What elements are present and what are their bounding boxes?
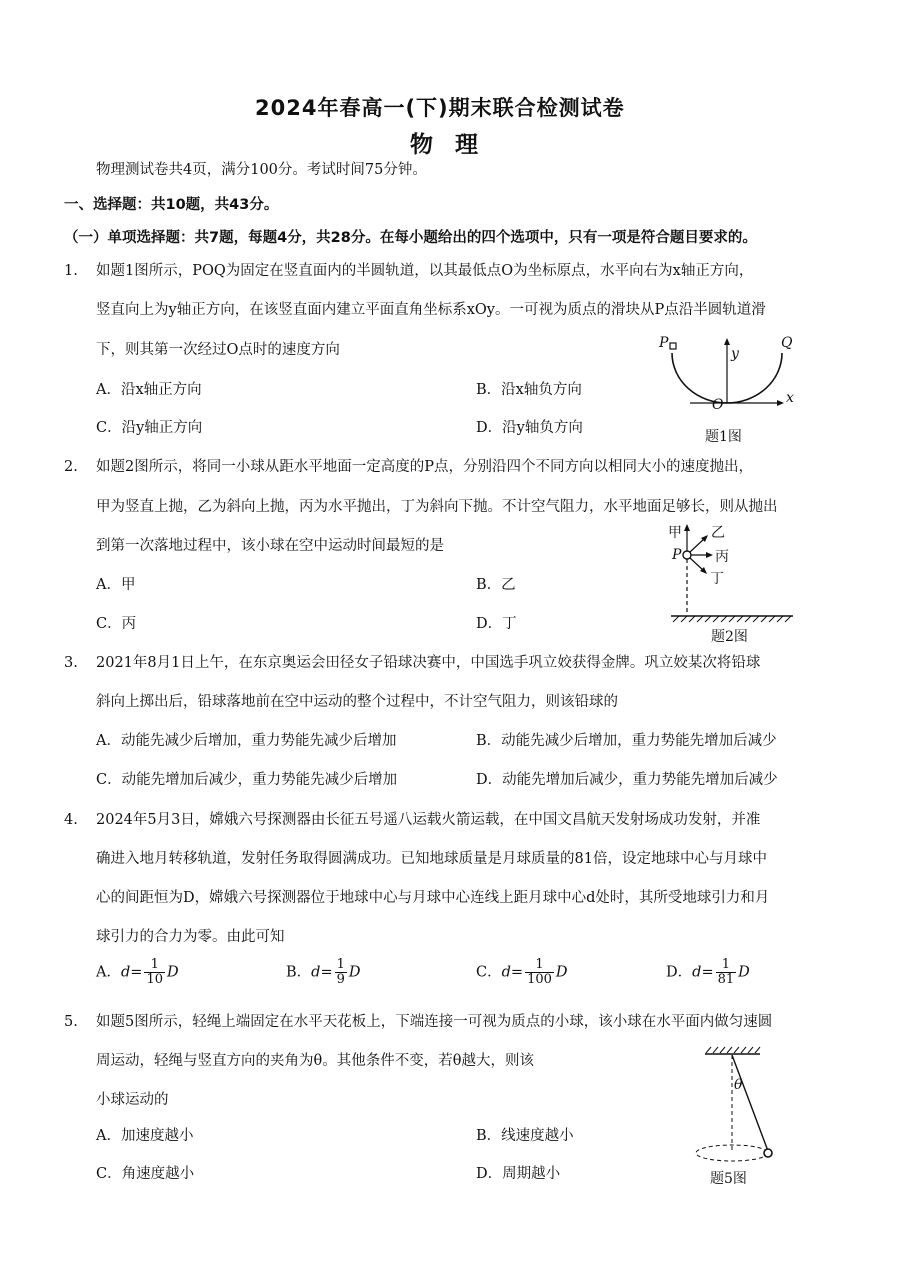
fig2-label-jia: 甲	[668, 525, 682, 541]
q3-line1: 2021年8月1日上午，在东京奥运会田径女子铅球决赛中，中国选手巩立姣获得金牌。巩立姣某次将铅球	[96, 655, 761, 671]
fig2-caption: 题2图	[711, 629, 748, 645]
fig1-label-y: y	[731, 346, 739, 362]
q3-line2: 斜向上掷出后，铅球落地前在空中运动的整个过程中，不计空气阻力，则该铅球的	[96, 694, 618, 710]
q2-number: 2.	[64, 459, 78, 475]
fig5-label-theta: θ	[734, 1077, 743, 1093]
fraction: $\frac{1}{9}$	[336, 957, 345, 987]
fig2-label-yi: 乙	[711, 525, 725, 541]
section-sub-heading: （一）单项选择题：共7题，每题4分，共28分。在每小题给出的四个选项中，只有一项是符合题目要求的。	[64, 230, 757, 246]
fig1-caption: 题1图	[705, 429, 742, 445]
q2-line3: 到第一次落地过程中，该小球在空中运动时间最短的是	[96, 538, 444, 554]
q4-line4: 球引力的合力为零。由此可知	[96, 929, 285, 945]
figure-5-conical-pendulum	[690, 1043, 790, 1168]
subject-title: 物理	[410, 132, 500, 158]
q3-option-a[interactable]: A．动能先减少后增加，重力势能先减少后增加	[96, 733, 397, 749]
q2-option-a[interactable]: A．甲	[96, 577, 136, 593]
q4-option-d[interactable]: D．d= $\frac{1}{81}$ D	[666, 957, 750, 987]
q1-option-c[interactable]: C．沿y轴正方向	[96, 420, 203, 436]
q3-number: 3.	[64, 655, 78, 671]
fraction: $\frac{1}{81}$	[717, 957, 735, 987]
q2-option-c[interactable]: C．丙	[96, 616, 137, 632]
q3-option-d[interactable]: D．动能先增加后减少，重力势能先增加后减少	[476, 772, 778, 788]
q1-option-a[interactable]: A．沿x轴正方向	[96, 382, 202, 398]
q4-line2: 确进入地月转移轨道，发射任务取得圆满成功。已知地球质量是月球质量的81倍，设定地球中心与月球中	[96, 851, 767, 867]
q1-line1: 如题1图所示，POQ为固定在竖直面内的半圆轨道，以其最低点O为坐标原点，水平向右为x轴正方向，	[96, 263, 754, 279]
fraction: $\frac{1}{100}$	[527, 957, 552, 987]
q5-option-a[interactable]: A．加速度越小	[96, 1128, 194, 1144]
q5-option-d[interactable]: D．周期越小	[476, 1166, 561, 1182]
q1-line3: 下，则其第一次经过O点时的速度方向	[96, 342, 340, 358]
q4-number: 4.	[64, 812, 78, 828]
fig2-label-bing: 丙	[715, 549, 729, 565]
q1-number: 1.	[64, 263, 78, 279]
fig1-label-o: O	[712, 397, 724, 413]
q4-line3: 心的间距恒为D，嫦娥六号探测器位于地球中心与月球中心连线上距月球中心d处时，其所受地球引力和月	[96, 890, 770, 906]
q2-option-d[interactable]: D．丁	[476, 616, 517, 632]
q5-line3: 小球运动的	[96, 1092, 169, 1108]
section-heading: 一、选择题：共10题，共43分。	[64, 197, 279, 213]
q2-option-b[interactable]: B．乙	[476, 577, 516, 593]
fig1-label-x: x	[786, 390, 794, 406]
q5-option-c[interactable]: C．角速度越小	[96, 1166, 195, 1182]
slider-block	[670, 343, 676, 349]
fig2-label-p: P	[672, 547, 682, 563]
q4-option-c[interactable]: C．d= $\frac{1}{100}$ D	[476, 957, 568, 987]
q5-option-b[interactable]: B．线速度越小	[476, 1128, 574, 1144]
fig1-label-q: Q	[781, 335, 793, 351]
q2-line2: 甲为竖直上抛，乙为斜向上抛，丙为水平抛出，丁为斜向下抛。不计空气阻力，水平地面足够长，则从抛出	[96, 499, 778, 515]
figure-2-projectile-directions	[665, 518, 805, 628]
q1-option-b[interactable]: B．沿x轴负方向	[476, 382, 582, 398]
q4-line1: 2024年5月3日，嫦娥六号探测器由长征五号遥八运载火箭运载，在中国文昌航天发射场成功发射，并准	[96, 812, 761, 828]
fig5-caption: 题5图	[710, 1171, 747, 1187]
q4-option-b[interactable]: B．d= $\frac{1}{9}$ D	[286, 957, 361, 987]
q2-line1: 如题2图所示，将同一小球从距水平地面一定高度的P点，分别沿四个不同方向以相同大小的速度抛出，	[96, 459, 753, 475]
fraction: $\frac{1}{10}$	[146, 957, 163, 987]
q3-option-c[interactable]: C．动能先增加后减少，重力势能先减少后增加	[96, 772, 398, 788]
q5-line2: 周运动，轻绳与竖直方向的夹角为θ。其他条件不变，若θ越大，则该	[96, 1053, 534, 1069]
q5-line1: 如题5图所示，轻绳上端固定在水平天花板上，下端连接一可视为质点的小球，该小球在水平面内做匀速圆	[96, 1014, 773, 1030]
q5-number: 5.	[64, 1014, 78, 1030]
exam-title: 2024年春高一(下)期末联合检测试卷	[255, 96, 625, 120]
fig1-label-p: P	[659, 335, 669, 351]
q4-option-a[interactable]: A．d= $\frac{1}{10}$ D	[96, 957, 179, 987]
q1-line2: 竖直向上为y轴正方向，在该竖直面内建立平面直角坐标系xOy。一可视为质点的滑块从P点沿半圆轨道滑	[96, 302, 766, 318]
fig2-label-ding: 丁	[710, 571, 724, 587]
pendulum-ball	[764, 1149, 772, 1157]
q1-option-d[interactable]: D．沿y轴负方向	[476, 420, 583, 436]
q3-option-b[interactable]: B．动能先减少后增加，重力势能先增加后减少	[476, 733, 777, 749]
exam-intro: 物理测试卷共4页，满分100分。考试时间75分钟。	[96, 162, 427, 178]
